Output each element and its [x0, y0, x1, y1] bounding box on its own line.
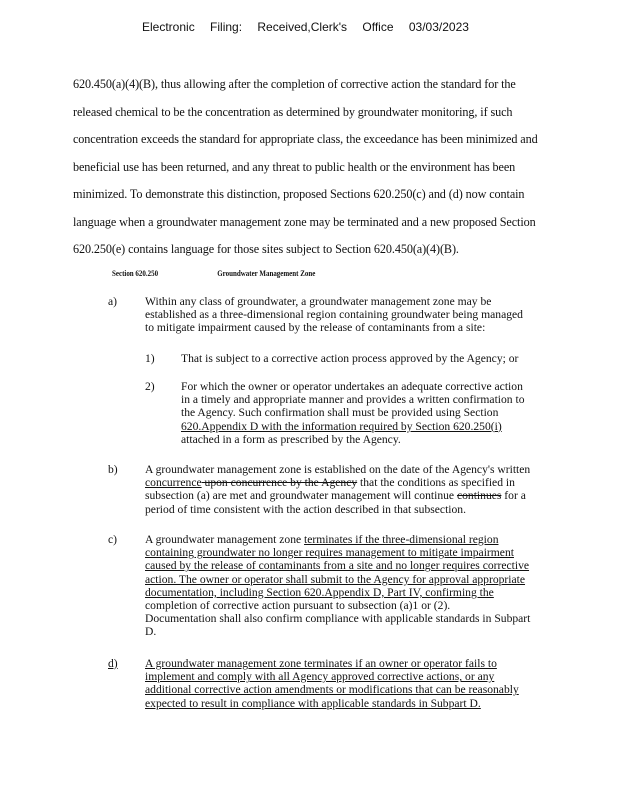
- inserted-text: concurrence: [145, 476, 202, 490]
- text-run: that the conditions as specified in: [357, 476, 515, 490]
- header-received: Received,Clerk's: [257, 20, 348, 34]
- section-heading: [112, 268, 315, 278]
- subsection-line: additional corrective action amendments or modifications that can be reasonably: [145, 683, 519, 697]
- deleted-text: continues: [456, 489, 502, 503]
- subsection-line: [145, 476, 600, 489]
- subsection-label: b): [108, 463, 118, 476]
- intro-paragraph: [73, 71, 593, 264]
- subsection-line: [145, 533, 600, 546]
- item-line: 620.Appendix D with the information required by Section 620.250(i): [181, 419, 502, 433]
- subsection-line: action. The owner or operator shall submit to the Agency for approval appropriate: [145, 572, 526, 586]
- subsection-label: c): [108, 533, 118, 546]
- deleted-text: upon concurrence by the Agency: [201, 476, 358, 490]
- subsection-line: A groundwater management zone is established on the date of the Agency's written: [145, 463, 531, 476]
- subsection-line: Within any class of groundwater, a groundwater management zone may be: [145, 295, 492, 308]
- subsection-line: expected to result in compliance with applicable standards in Subpart D.: [145, 696, 481, 710]
- subsection-line: completion of corrective action pursuant to subsection (a)1 or (2).: [145, 599, 451, 613]
- text-run: for a: [501, 489, 526, 503]
- subsection-line: Documentation shall also confirm compliance with applicable standards in Subpart: [145, 612, 531, 626]
- header-filing: Filing:: [210, 20, 243, 34]
- header-date: 03/03/2023: [408, 20, 469, 34]
- intro-line: 620.450(a)(4)(B), thus allowing after the completion of corrective action the standard for the: [73, 77, 516, 91]
- item-label: 2): [145, 380, 155, 393]
- intro-line: beneficial use has been returned, and any threat to public health or the environment has been: [73, 159, 516, 174]
- item-line: That is subject to a corrective action process approved by the Agency; or: [181, 352, 519, 365]
- item-line: For which the owner or operator undertakes an adequate corrective action: [181, 380, 523, 393]
- item-line: the Agency. Such confirmation shall must be provided using Section: [181, 406, 499, 420]
- subsection-line: implement and comply with all Agency approved corrective actions, or any: [145, 670, 495, 684]
- subsection-line: to mitigate impairment caused by the release of contaminants from a site:: [145, 321, 486, 335]
- text-run: subsection (a) are met and groundwater management will continue: [145, 489, 457, 503]
- header-electronic: Electronic: [142, 20, 195, 34]
- item-line: attached in a form as prescribed by the Agency.: [181, 432, 401, 446]
- intro-line: language when a groundwater management zone may be terminated and a new proposed Section: [73, 214, 536, 229]
- intro-line: minimized. To demonstrate this distinction, proposed Sections 620.250(c) and (d) now contain: [73, 187, 525, 201]
- inserted-text: terminates if the three-dimensional region: [304, 533, 499, 546]
- intro-line: released chemical to be the concentration as determined by groundwater monitoring, if such: [73, 104, 513, 119]
- subsection-line: A groundwater management zone terminates if an owner or operator fails to: [145, 657, 497, 670]
- section-number: Section 620.250: [112, 268, 159, 278]
- header-office: Office: [362, 20, 394, 34]
- subsection-label: d): [108, 657, 118, 670]
- filing-header: [142, 20, 479, 34]
- item-label: 1): [145, 352, 155, 365]
- subsection-line: containing groundwater no longer requires management to mitigate impairment: [145, 546, 514, 560]
- intro-line: concentration exceeds the standard for appropriate class, the exceedance has been minimized and: [73, 132, 538, 146]
- subsection-label: a): [108, 295, 118, 308]
- subsection-line: documentation, including Section 620.Appendix D, Part IV, confirming the: [145, 585, 494, 599]
- subsection-line: caused by the release of contaminants from a site and no longer requires corrective: [145, 559, 530, 573]
- section-title: Groundwater Management Zone: [217, 268, 316, 278]
- subsection-line: [145, 489, 600, 502]
- text-run: A groundwater management zone: [145, 533, 305, 546]
- subsection-line: period of time consistent with the action described in that subsection.: [145, 502, 467, 516]
- intro-line: 620.250(e) contains language for those sites subject to Section 620.450(a)(4)(B).: [73, 242, 459, 256]
- subsection-line: established as a three-dimensional region containing groundwater being managed: [145, 308, 523, 322]
- subsection-line: D.: [145, 625, 157, 639]
- item-line: in a timely and appropriate manner and provides a written confirmation to: [181, 393, 525, 407]
